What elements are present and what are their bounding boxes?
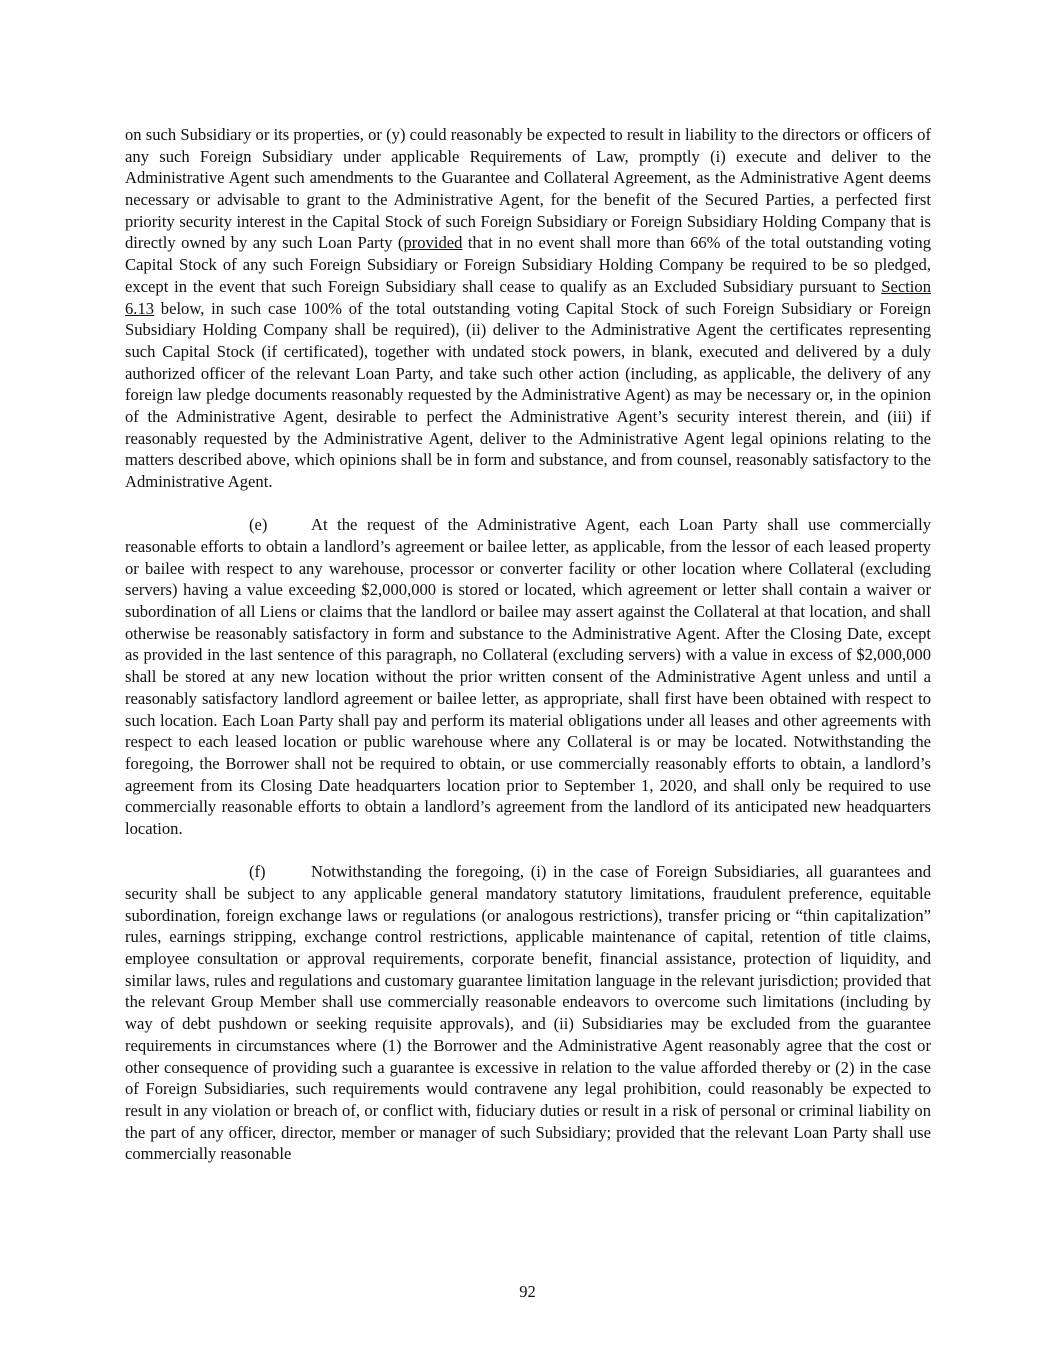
- paragraph-f: [125, 861, 931, 1165]
- paragraph-text: on such Subsidiary or its properties, or (y) could reasonably be expected to result in liability to the directors or officers of any such Foreign Subsidiary under applicable Requirements of Law, promptly (i) execute and deliver to the Administrative Agent such amendments to the Guarantee and Collateral Agreement, as the Administrative Agent deems necessary or advisable to grant to the Administrative Agent, for the benefit of the Secured Parties, a perfected first priority security interest in the Capital Stock of such Foreign Subsidiary or Foreign Subsidiary Holding Company that is directly owned by any such Loan Party (: [125, 125, 931, 253]
- paragraph-text: Notwithstanding the foregoing, (i) in the case of Foreign Subsidiaries, all guarantees and security shall be subject to any applicable general mandatory statutory limitations, fraudulent preference, equitable subordination, foreign exchange laws or regulations (or analogous restrictions), transfer pricing or “thin capitalization” rules, earnings stripping, exchange control restrictions, applicable maintenance of capital, retention of title claims, employee consultation or approval requirements, corporate benefit, financial assistance, protection of liquidity, and similar laws, rules and regulations and customary guarantee limitation language in the relevant jurisdiction; provided that the relevant Group Member shall use commercially reasonable endeavors to overcome such limitations (including by way of debt pushdown or seeking requisite approvals), and (ii) Subsidiaries may be excluded from the guarantee requirements in circumstances where (1) the Borrower and the Administrative Agent reasonably agree that the cost or other consequence of providing such a guarantee is excessive in relation to the value afforded thereby or (2) in the case of Foreign Subsidiaries, such requirements would contravene any legal prohibition, could reasonably be expected to result in any violation or breach of, or conflict with, fiduciary duties or result in a risk of personal or criminal liability on the part of any officer, director, member or manager of such Subsidiary; provided that the relevant Loan Party shall use commercially reasonable: [125, 862, 931, 1164]
- page-number: 92: [519, 1282, 536, 1301]
- paragraph-label: (e): [249, 515, 268, 535]
- paragraph-text: below, in such case 100% of the total outstanding voting Capital Stock of such Foreign Subsidiary or Foreign Subsidiary Holding Company shall be required), (ii) deliver to the Administrative Agent the certificates representing such Capital Stock (if certificated), together with undated stock powers, in blank, executed and delivered by a duly authorized officer of the relevant Loan Party, and take such other action (including, as applicable, the delivery of any foreign law pledge documents reasonably requested by the Administrative Agent) as may be necessary or, in the opinion of the Administrative Agent, desirable to perfect the Administrative Agent’s security interest therein, and (iii) if reasonably requested by the Administrative Agent, deliver to the Administrative Agent legal opinions relating to the matters described above, which opinions shall be in form and substance, and from counsel, reasonably satisfactory to the Administrative Agent.: [125, 298, 931, 491]
- paragraph-label: (f): [249, 862, 266, 882]
- paragraph-continuation: [125, 124, 931, 493]
- underlined-reference: Section 6.13: [125, 276, 931, 318]
- paragraph-e: [125, 514, 931, 839]
- document-page: [125, 124, 931, 1165]
- paragraph-text: that in no event shall more than 66% of the total outstanding voting Capital Stock of any such Foreign Subsidiary or Foreign Subsidiary Holding Company be required to be so pledged, except in the event that such Foreign Subsidiary shall cease to qualify as an Excluded Subsidiary pursuant to: [125, 233, 931, 296]
- paragraph-text: At the request of the Administrative Agent, each Loan Party shall use commercially reasonable efforts to obtain a landlord’s agreement or bailee letter, as applicable, from the lessor of each leased property or bailee with respect to any warehouse, processor or converter facility or other location where Collateral (excluding servers) having a value exceeding $2,000,000 is stored or located, which agreement or letter shall contain a waiver or subordination of all Liens or claims that the landlord or bailee may assert against the Collateral at that location, and shall otherwise be reasonably satisfactory in form and substance to the Administrative Agent. After the Closing Date, except as provided in the last sentence of this paragraph, no Collateral (excluding servers) with a value in excess of $2,000,000 shall be stored at any new location without the prior written consent of the Administrative Agent unless and until a reasonably satisfactory landlord agreement or bailee letter, as appropriate, shall first have been obtained with respect to such location. Each Loan Party shall pay and perform its material obligations under all leases and other agreements with respect to each leased location or public warehouse where any Collateral is or may be located. Notwithstanding the foregoing, the Borrower shall not be required to obtain, or use commercially reasonably efforts to obtain, a landlord’s agreement from its Closing Date headquarters location prior to September 1, 2020, and shall only be required to use commercially reasonable efforts to obtain a landlord’s agreement from the landlord of its anticipated new headquarters location.: [125, 515, 931, 838]
- underlined-reference: provided: [403, 233, 463, 253]
